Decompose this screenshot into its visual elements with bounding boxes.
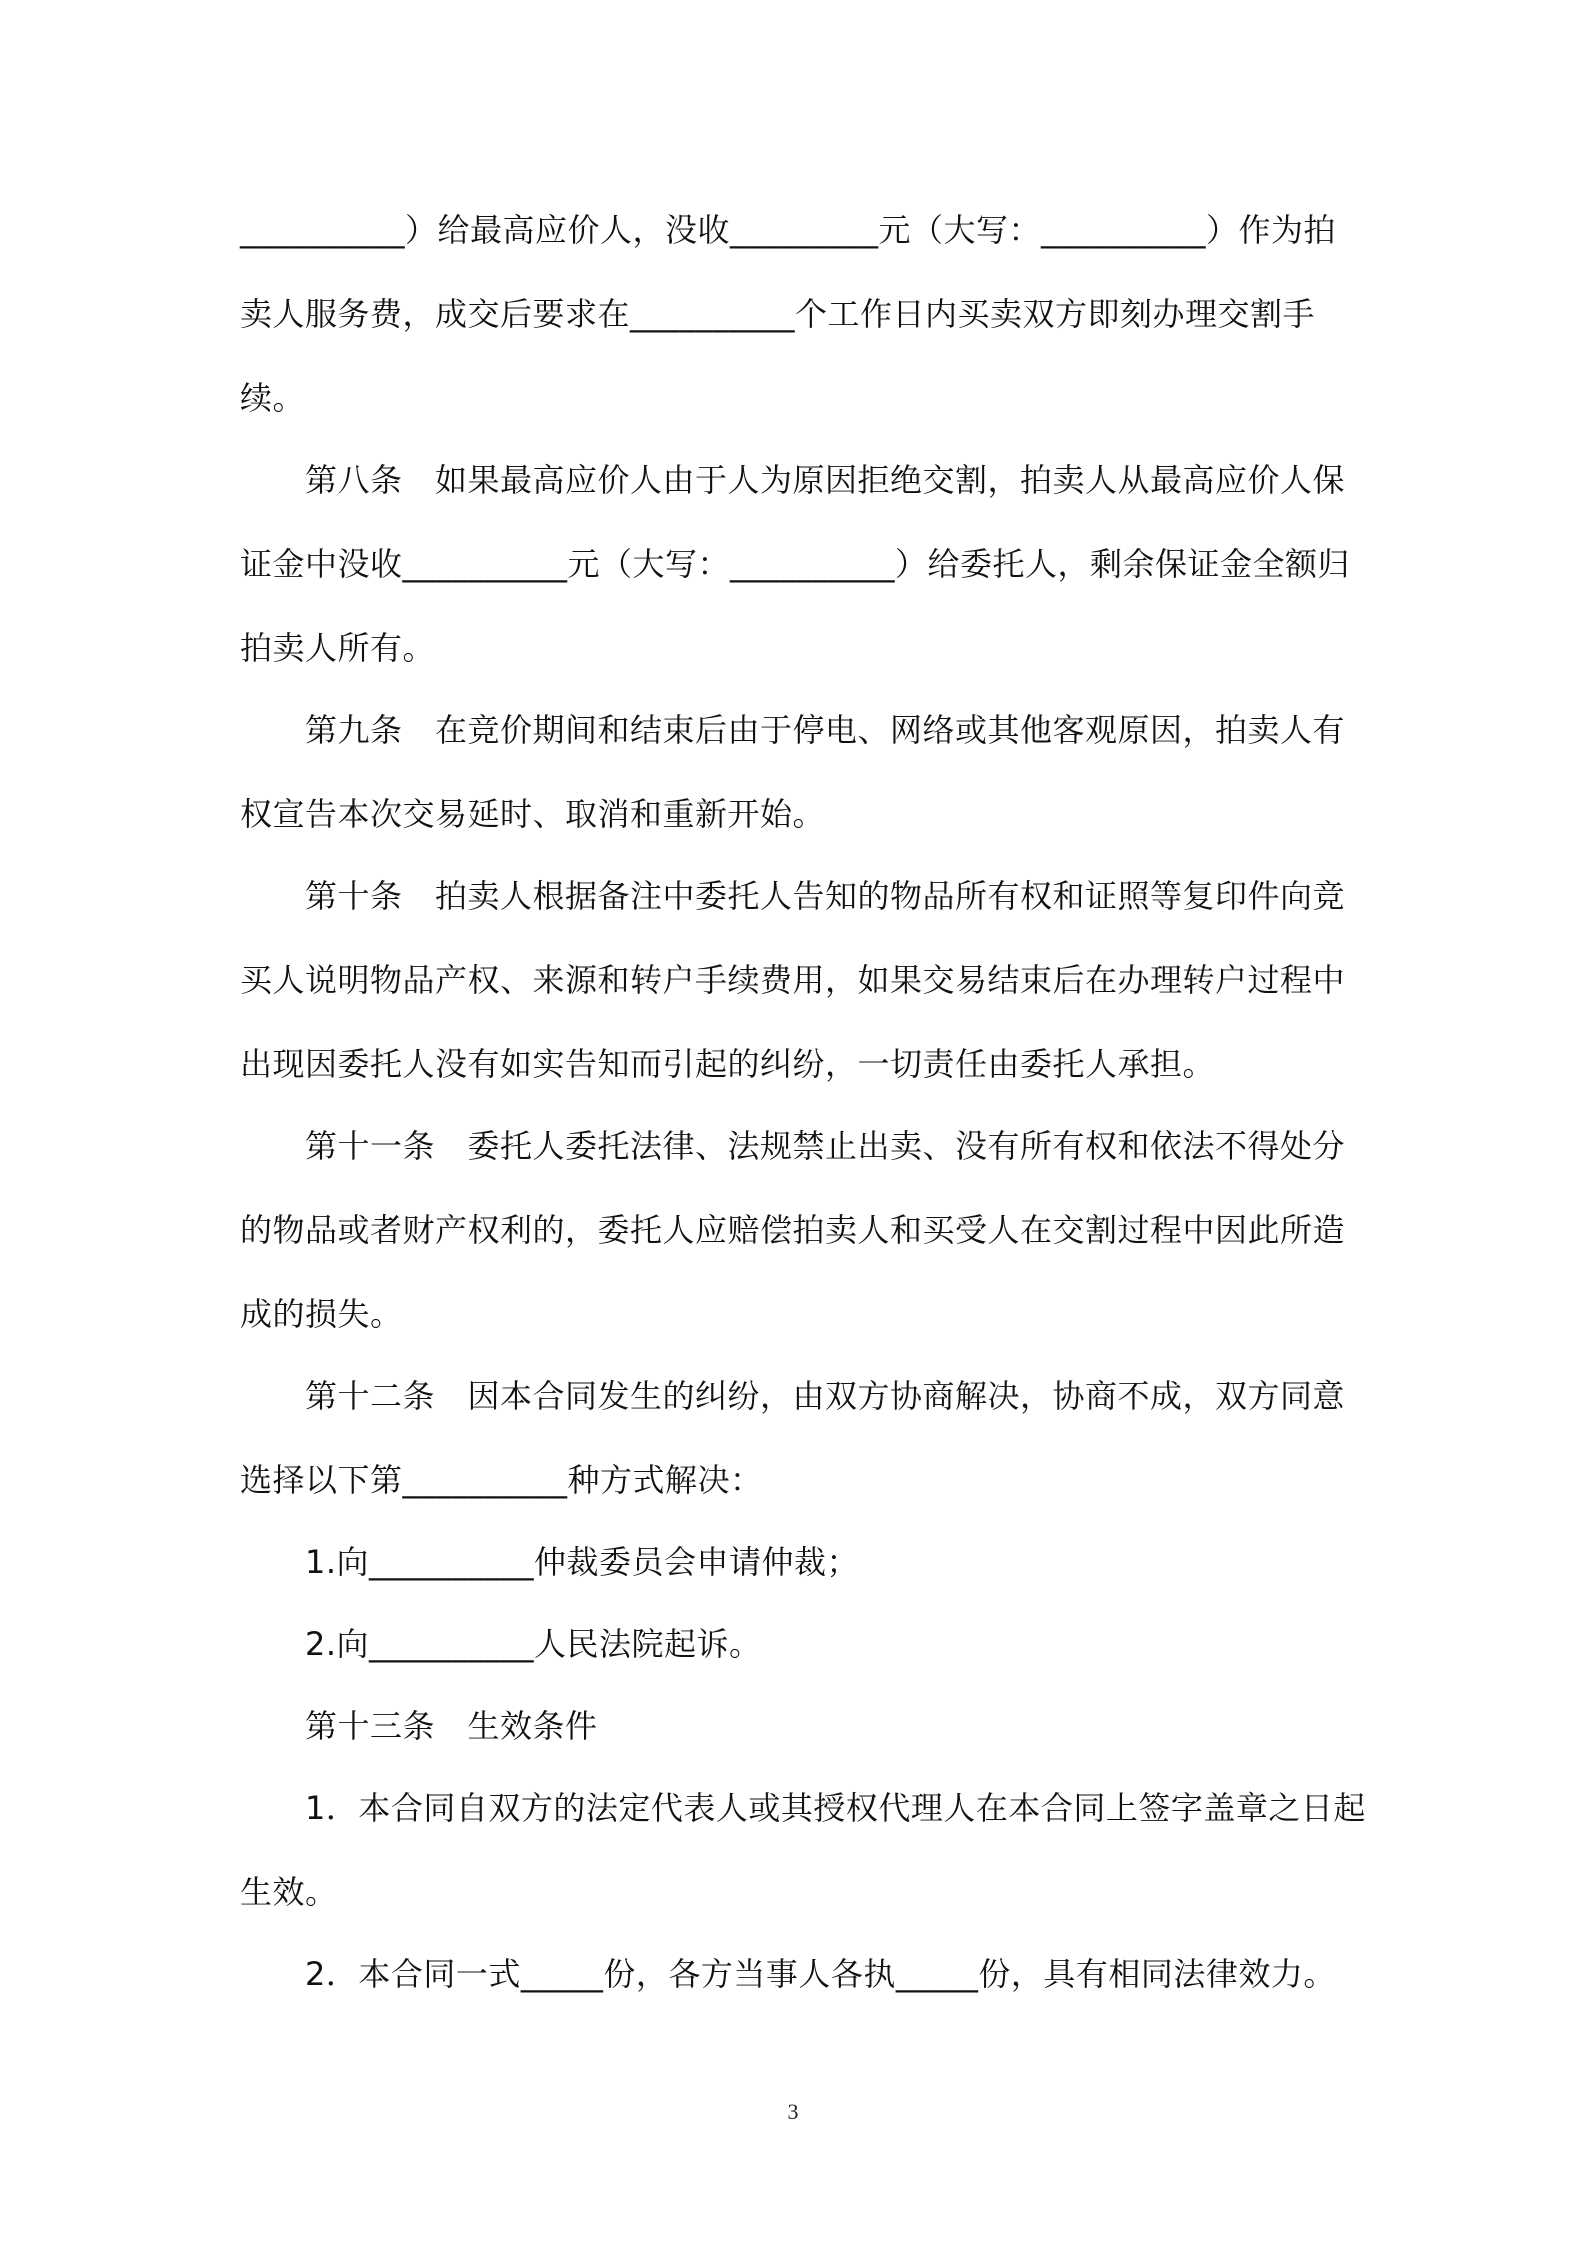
list-item-arbitration: 1.向__________仲裁委员会申请仲裁；: [305, 1543, 860, 1581]
text-line: __________）给最高应价人，没收_________元（大写：__________）作为拍: [240, 211, 1337, 249]
page-number: 3: [787, 2099, 799, 2124]
text-line: 续。: [240, 379, 306, 417]
list-item-effective: 1．本合同自双方的法定代表人或其授权代理人在本合同上签字盖章之日起: [305, 1789, 1366, 1827]
text-line: 证金中没收__________元（大写：__________）给委托人，剩余保证金全额归: [240, 545, 1351, 583]
article-11-heading-line: 第十一条 委托人委托法律、法规禁止出卖、没有所有权和依法不得处分: [305, 1127, 1346, 1165]
text-line: 出现因委托人没有如实告知而引起的纠纷，一切责任由委托人承担。: [240, 1045, 1216, 1083]
text-line: 生效。: [240, 1873, 338, 1911]
article-8-heading-line: 第八条 如果最高应价人由于人为原因拒绝交割，拍卖人从最高应价人保: [305, 461, 1346, 499]
text-line: 的物品或者财产权利的，委托人应赔偿拍卖人和买受人在交割过程中因此所造: [240, 1211, 1346, 1249]
text-line: 拍卖人所有。: [240, 629, 436, 667]
text-line: 权宣告本次交易延时、取消和重新开始。: [240, 795, 826, 833]
list-item-litigation: 2.向__________人民法院起诉。: [305, 1625, 762, 1663]
text-line: 卖人服务费，成交后要求在__________个工作日内买卖双方即刻办理交割手: [240, 295, 1316, 333]
article-10-heading-line: 第十条 拍卖人根据备注中委托人告知的物品所有权和证照等复印件向竞: [305, 877, 1346, 915]
text-line: 买人说明物品产权、来源和转户手续费用，如果交易结束后在办理转户过程中: [240, 961, 1346, 999]
article-13-heading-line: 第十三条 生效条件: [305, 1707, 598, 1745]
article-12-heading-line: 第十二条 因本合同发生的纠纷，由双方协商解决，协商不成，双方同意: [305, 1377, 1346, 1415]
text-line: 选择以下第__________种方式解决：: [240, 1461, 763, 1499]
list-item-copies: 2．本合同一式_____份，各方当事人各执_____份，具有相同法律效力。: [305, 1955, 1336, 1993]
article-9-heading-line: 第九条 在竞价期间和结束后由于停电、网络或其他客观原因，拍卖人有: [305, 711, 1346, 749]
text-line: 成的损失。: [240, 1295, 403, 1333]
